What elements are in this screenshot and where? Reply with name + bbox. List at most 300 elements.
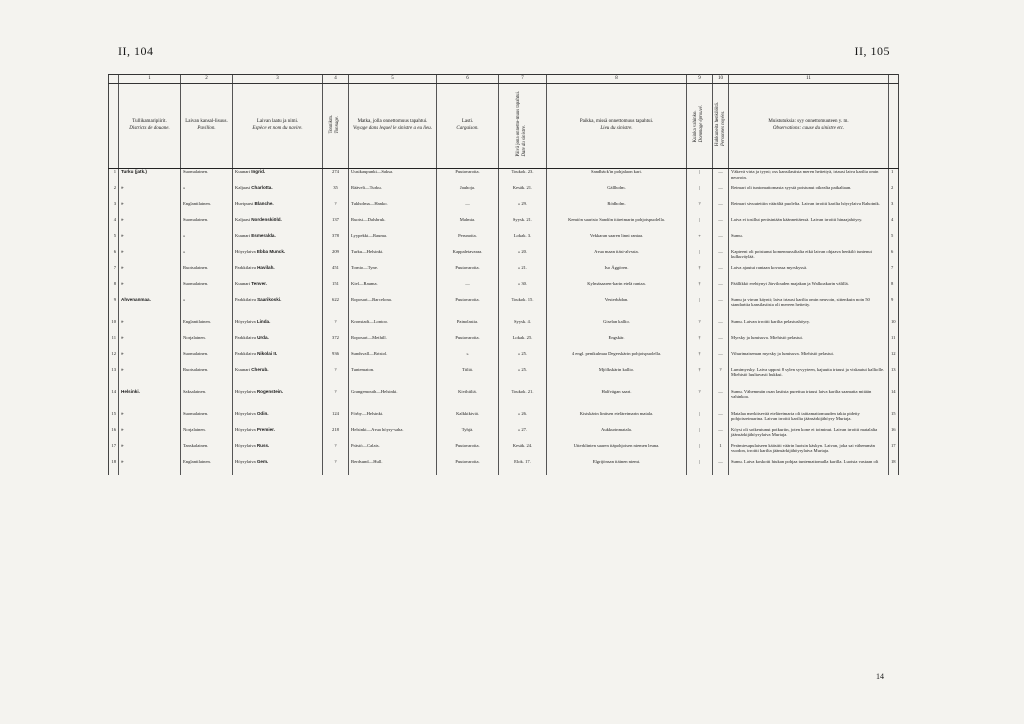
cell-drowned: — (713, 459, 729, 475)
cell-date: Lokak. 3. (499, 233, 547, 249)
row-number: 4 (109, 217, 119, 233)
cell-tonnage: ? (323, 319, 349, 335)
ship-name: Havilah. (257, 264, 275, 270)
cell-district: » (119, 249, 181, 265)
shipwreck-ledger (108, 74, 898, 660)
cell-drowned: — (713, 217, 729, 233)
row-number: 11 (109, 335, 119, 351)
cell-date: Kesäk. 21. (499, 185, 547, 201)
column-number-row (109, 75, 899, 84)
cell-ship (233, 335, 323, 351)
cell-damage: ? (687, 201, 713, 217)
cell-notes: Sumu. Laivan irroitti karilta pelastushöyry. (729, 319, 889, 335)
cell-flag: » (181, 233, 233, 249)
cell-district: » (119, 217, 181, 233)
cell-notes: Matalaa merkitsevää eteläreimaria oli taittamattomuuden takia pidetty pohjoisreimarina. Laivan irroitti karilta jäänsärkijähöyry Murtaja. (729, 411, 889, 427)
table-row (109, 265, 899, 281)
row-number: 14 (109, 389, 119, 405)
cell-cargo: Puutavaroita. (437, 335, 499, 351)
cell-damage: | (687, 459, 713, 475)
header-ship: Laivan laatu ja nimi. Espèce et nom du navire. (233, 84, 323, 169)
cell-drowned: — (713, 281, 729, 297)
ship-type: Huvipursi (235, 200, 255, 206)
table-row (109, 185, 899, 201)
cell-date: Syysk. 4. (499, 319, 547, 335)
cell-drowned: — (713, 389, 729, 405)
row-number-right: 15 (889, 411, 899, 427)
table-row (109, 351, 899, 367)
cell-district: Ahvenanmaa. (119, 297, 181, 313)
cell-place: Aukkurinmatala. (547, 427, 687, 443)
ship-type: Höyrylaiva (235, 248, 257, 254)
cell-cargo: Jauhoja. (437, 185, 499, 201)
cell-ship (233, 411, 323, 427)
cell-damage: | (687, 249, 713, 265)
row-number: 17 (109, 443, 119, 459)
cell-date: Elok. 17. (499, 459, 547, 475)
cell-notes: Sumu. Laiva koskotti hiukan pohjaa tuntemattomalla karilla. Luotsia vastaan oli (729, 459, 889, 475)
table-row (109, 335, 899, 351)
cell-cargo: Perunoita. (437, 233, 499, 249)
cell-ship (233, 459, 323, 475)
ship-type: Parkkilaiva (235, 296, 258, 302)
header-tonnage: Tonnikm. Tonnage. (323, 84, 349, 169)
row-number: 13 (109, 367, 119, 383)
cell-notes: Sumu. (729, 233, 889, 249)
table-row (109, 233, 899, 249)
table-row (109, 281, 899, 297)
row-number: 8 (109, 281, 119, 297)
cell-tonnage: 124 (323, 411, 349, 427)
ledger-body (109, 169, 899, 475)
cell-notes: Laiva ei tosillut peräsintään käännettäessä. Laivan irroitti hinaajahöyry. (729, 217, 889, 233)
cell-damage: † (687, 335, 713, 351)
ship-name: Saarikoski. (257, 296, 282, 302)
cell-date: » 25. (499, 367, 547, 383)
cell-district: » (119, 319, 181, 335)
header-place: Paikka, missä onnettomuus tapahtui. Lieu du sinistre. (547, 84, 687, 169)
row-number-right: 2 (889, 185, 899, 201)
cell-voyage: Räävelі—Turku. (349, 185, 437, 201)
cell-place: Vesterbådan. (547, 297, 687, 313)
cell-flag: Norjalainen. (181, 427, 233, 443)
cell-district: » (119, 367, 181, 383)
page-header (118, 44, 890, 62)
row-number-right: 17 (889, 443, 899, 459)
column-header-row (109, 84, 899, 169)
cell-tonnage: 218 (323, 427, 349, 443)
col-num: 7 (499, 75, 547, 84)
ship-name: Esmeralda. (251, 232, 276, 238)
cell-drowned: 1 (713, 443, 729, 459)
table-row (109, 443, 899, 459)
cell-place: Engskär. (547, 335, 687, 351)
cell-place: Kylmäsaaren-karin etelä rantaa. (547, 281, 687, 297)
cell-cargo: Tiiliä. (437, 367, 499, 383)
ship-name: Linda. (256, 318, 271, 324)
ledger-table (108, 74, 899, 475)
ship-type: Parkkilaiva (235, 334, 258, 340)
cell-tonnage: 936 (323, 351, 349, 367)
cell-tonnage: 274 (323, 169, 349, 185)
cell-place: 4 engl. penikulmaa Degerskärin pohjoispuolella. (547, 351, 687, 367)
cell-notes: Vihurimaiseman myrsky ja lumisuva. Miehistö pelastui. (729, 351, 889, 367)
ship-type: Höyrylaiva (235, 442, 257, 448)
cell-damage: | (687, 217, 713, 233)
cell-ship (233, 169, 323, 185)
cell-ship (233, 389, 323, 405)
table-row (109, 201, 899, 217)
cell-damage: † (687, 281, 713, 297)
cell-district: » (119, 185, 181, 201)
cell-cargo: — (437, 201, 499, 217)
cell-tonnage: 137 (323, 217, 349, 233)
cell-ship (233, 367, 323, 383)
row-number: 7 (109, 265, 119, 281)
cell-voyage: Förby—Helsinki. (349, 411, 437, 427)
ship-name: Nordenskiöld. (251, 216, 282, 222)
cell-drowned: — (713, 185, 729, 201)
table-row (109, 217, 899, 233)
header-voyage: Matka, jolla onnettomuus tapahtui. Voyage dans lequel le sinistre a eu lieu. (349, 84, 437, 169)
cell-place: Vekkaran saaren linnі rantaa. (547, 233, 687, 249)
row-number: 10 (109, 319, 119, 335)
ship-name: Gem. (256, 458, 269, 464)
col-num: 4 (323, 75, 349, 84)
col-num: 8 (547, 75, 687, 84)
table-row (109, 427, 899, 443)
cell-drowned: — (713, 351, 729, 367)
cell-date: Toukok. 23. (499, 169, 547, 185)
ship-type: Parkkilaiva (235, 264, 258, 270)
cell-place: Giselan kallio. (547, 319, 687, 335)
cell-tonnage: 622 (323, 297, 349, 313)
cell-district: » (119, 233, 181, 249)
table-row (109, 297, 899, 313)
cell-cargo: Tyhjä. (437, 427, 499, 443)
cell-district: » (119, 443, 181, 459)
cell-damage: † (687, 367, 713, 383)
cell-cargo: Kalkkikiviä. (437, 411, 499, 427)
cell-ship (233, 427, 323, 443)
cell-drowned: — (713, 297, 729, 313)
row-number: 5 (109, 233, 119, 249)
cell-ship (233, 201, 323, 217)
cell-drowned: — (713, 169, 729, 185)
cell-damage: + (687, 233, 713, 249)
cell-district: » (119, 351, 181, 367)
cell-date: Kesäk. 24. (499, 443, 547, 459)
row-number-right: 16 (889, 427, 899, 443)
col-num: 9 (687, 75, 713, 84)
cell-voyage: Ruotsi—Dalsbruk. (349, 217, 437, 233)
col-num: 1 (119, 75, 181, 84)
row-number-right: 12 (889, 351, 899, 367)
cell-tonnage: ? (323, 201, 349, 217)
cell-flag: Englantilainen. (181, 459, 233, 475)
cell-place: Kemiön saaristo Sandön itäreimarin pohjoispuolella. (547, 217, 687, 233)
cell-voyage: Tornio—Tyne. (349, 265, 437, 281)
ship-type: Höyrylaiva (235, 410, 257, 416)
cell-ship (233, 217, 323, 233)
cell-date: » 20. (499, 249, 547, 265)
cell-tonnage: ? (323, 389, 349, 405)
header-damage: Kuinka vahinko. Dommage éprouvé. (687, 84, 713, 169)
ship-name: Cherub. (251, 366, 269, 372)
row-number: 12 (109, 351, 119, 367)
cell-district: » (119, 411, 181, 427)
cell-district: Helsinki. (119, 389, 181, 405)
cell-voyage: Lyypekki—Rauma. (349, 233, 437, 249)
header-drowned: Hukkuneita henkilöitä. Personnes noyées. (713, 84, 729, 169)
col-num: 6 (437, 75, 499, 84)
cell-notes: Köysi oli sotkeutunut potkuriin, joten kone ei toiminut. Laivan irroitti matalalta jäänsärkijähöyrylaiva Murtaja. (729, 427, 889, 443)
cell-drowned: — (713, 411, 729, 427)
cell-voyage: Uusikaupunki—Saksa. (349, 169, 437, 185)
cell-voyage: Roposari—Barcelona. (349, 297, 437, 313)
row-number-right: 1 (889, 169, 899, 185)
cell-flag: Suomalainen. (181, 217, 233, 233)
cell-damage: | (687, 427, 713, 443)
ship-type: Kuunari (235, 169, 252, 174)
row-number-right: 9 (889, 297, 899, 313)
cell-notes: Laiva ajautui rantaan kovassa myrskyssä. (729, 265, 889, 281)
row-number-right: 8 (889, 281, 899, 297)
col-num: 11 (729, 75, 889, 84)
cell-notes: Reimari oli tuntomattomasta syystä poistunut oikealta paikaltaan. (729, 185, 889, 201)
cell-cargo: Painolastia. (437, 319, 499, 335)
cell-voyage: Sundsvall—Bristol. (349, 351, 437, 367)
cell-cargo: Puutavaroita. (437, 169, 499, 185)
cell-voyage: Kiel—Rauma. (349, 281, 437, 297)
cell-date: » 27. (499, 427, 547, 443)
row-number: 6 (109, 249, 119, 265)
cell-drowned: — (713, 427, 729, 443)
cell-damage: | (687, 443, 713, 459)
cell-tonnage: ? (323, 443, 349, 459)
table-row (109, 411, 899, 427)
cell-drowned: — (713, 201, 729, 217)
cell-date: » 26. (499, 411, 547, 427)
cell-damage: ? (687, 389, 713, 405)
ship-name: Blanche. (254, 200, 274, 206)
cell-flag: » (181, 185, 233, 201)
cell-drowned: — (713, 319, 729, 335)
cell-damage: | (687, 297, 713, 313)
cell-cargo: — (437, 281, 499, 297)
ship-name: Rogenstein. (256, 388, 284, 394)
ship-type: Kuunari (235, 280, 252, 286)
table-row (109, 319, 899, 335)
table-row (109, 367, 899, 383)
cell-notes: Väkevä virta ja tyyni; oss kansilastista meren heitettyä, irtausi laiva karilta omin neuvoin. (729, 169, 889, 185)
cell-place: Mjölkskärin kallio. (547, 367, 687, 383)
row-number-right: 13 (889, 367, 899, 383)
cell-place: Iso Äggören. (547, 265, 687, 281)
cell-place: Gällholm. (547, 185, 687, 201)
header-flag: Laivan kansal-lisuus. Pavillon. (181, 84, 233, 169)
cell-cargo: Puutavaroita. (437, 443, 499, 459)
cell-flag: Ruotsalainen. (181, 367, 233, 383)
cell-notes: Sumu. Vähemmän osan lastista purettua irtausi laiva karilta saamatta mitään vahinkoa. (729, 389, 889, 405)
cell-cargo: Malmia. (437, 217, 499, 233)
ship-name: Ebba Munck. (256, 248, 286, 254)
header-notes: Muistutuksia: syy onnettomuuteen y. m. Observations: cause du sinistre etc. (729, 84, 889, 169)
cell-place: Elgrijönsan itäinen niemi. (547, 459, 687, 475)
cell-district: Turku (jatk.) (119, 169, 181, 185)
cell-voyage: Tuntematon. (349, 367, 437, 383)
ship-name: Premier. (256, 426, 275, 432)
table-row (109, 459, 899, 475)
ship-name: Ingrid. (251, 169, 266, 174)
row-number-right: 11 (889, 335, 899, 351)
row-number: 18 (109, 459, 119, 475)
cell-drowned: — (713, 265, 729, 281)
page-number: 14 (876, 672, 884, 681)
cell-district: » (119, 281, 181, 297)
cell-flag: Ruotsalainen. (181, 265, 233, 281)
ship-name: Urda. (257, 334, 269, 340)
cell-flag: Suomalainen. (181, 411, 233, 427)
cell-place: Rödholm. (547, 201, 687, 217)
cell-notes: Sumu ja virran käynti; laiva irtausi karilta omin neuvoin, sittenkuin noin 50 standarttia kansilastista oli mereen heitetty. (729, 297, 889, 313)
right-page-label: II, 105 (854, 44, 890, 58)
cell-district: » (119, 335, 181, 351)
ship-type: Parkkilaiva (235, 350, 258, 356)
header-cargo: Lasti. Cargaison. (437, 84, 499, 169)
cell-cargo: » (437, 351, 499, 367)
cell-date: Syysk. 21. (499, 217, 547, 233)
table-row (109, 249, 899, 265)
cell-cargo: Kappaletavaraa. (437, 249, 499, 265)
row-number-right: 3 (889, 201, 899, 217)
ship-type: Kaljaasi (235, 216, 252, 222)
cell-flag: Englantilainen. (181, 319, 233, 335)
left-page-label: II, 104 (118, 44, 154, 58)
cell-ship (233, 319, 323, 335)
cell-ship (233, 297, 323, 313)
ship-type: Kaljaasi (235, 184, 252, 190)
cell-flag: Norjalainen. (181, 335, 233, 351)
cell-damage: | (687, 411, 713, 427)
cell-voyage: Helsinki—Aтua höyry-saha. (349, 427, 437, 443)
cell-tonnage: ? (323, 367, 349, 383)
cell-ship (233, 249, 323, 265)
cell-district: » (119, 201, 181, 217)
cell-damage: † (687, 265, 713, 281)
cell-cargo: Puutavaroita. (437, 297, 499, 313)
cell-ship (233, 265, 323, 281)
cell-ship (233, 351, 323, 367)
cell-notes: Kapteeni oli poistunut komennussiltalta eikä laivan ohjaava henkilö tuntenut kulkuväylää. (729, 249, 889, 265)
row-number: 2 (109, 185, 119, 201)
ship-type: Höyrylaiva (235, 388, 257, 394)
ship-name: Tenver. (251, 280, 267, 286)
cell-flag: » (181, 249, 233, 265)
cell-tonnage: 209 (323, 249, 349, 265)
ship-name: Russ. (256, 442, 270, 448)
cell-tonnage: 372 (323, 335, 349, 351)
cell-tonnage: 151 (323, 281, 349, 297)
ship-type: Kuunari (235, 232, 252, 238)
cell-flag: » (181, 297, 233, 313)
row-number: 9 (109, 297, 119, 313)
cell-notes: Lumimyrsky. Laiva upposi 8 sylen syvyyteen, kajuutta irtausi ja viskautui kalliolle. Miehistö luultavasti hukkui. (729, 367, 889, 383)
cell-flag: Suomalainen. (181, 169, 233, 185)
cell-date: Lokak. 25. (499, 335, 547, 351)
ship-type: Höyrylaiva (235, 458, 257, 464)
header-date: Päivä jona onnetto-muus tapahtui. Date du sinistre. (499, 84, 547, 169)
cell-notes: Myrsky ja lumisuva. Miehistö pelastui. (729, 335, 889, 351)
cell-date: » 30. (499, 281, 547, 297)
cell-drowned: — (713, 335, 729, 351)
cell-voyage: Berdsund—Hull. (349, 459, 437, 475)
cell-notes: Päällikkö erehtynyt Järvilouden majakan ja Walkoakarin välillä. (729, 281, 889, 297)
ship-name: Odin. (256, 410, 269, 416)
cell-flag: Englantilainen. (181, 201, 233, 217)
row-number: 16 (109, 427, 119, 443)
row-number: 1 (109, 169, 119, 185)
cell-cargo: Puutavaroita. (437, 459, 499, 475)
cell-drowned: — (713, 249, 729, 265)
cell-tonnage: ? (323, 459, 349, 475)
cell-place: Halfvägan saari. (547, 389, 687, 405)
row-number: 3 (109, 201, 119, 217)
row-number-right: 4 (889, 217, 899, 233)
cell-district: » (119, 265, 181, 281)
cell-date: Toukok. 15. (499, 297, 547, 313)
ship-type: Höyrylaiva (235, 426, 257, 432)
ship-type: Höyrylaiva (235, 318, 257, 324)
cell-voyage: Turku—Helsinki. (349, 249, 437, 265)
cell-date: Toukok. 21. (499, 389, 547, 405)
col-num: 3 (233, 75, 323, 84)
cell-damage: | (687, 169, 713, 185)
cell-flag: Suomalainen. (181, 351, 233, 367)
cell-voyage: Roposari—Methill. (349, 335, 437, 351)
cell-notes: Perämiesapulaiseen kääsitti väärin luotsin käskyn. Laivan, joka sai vähemmän vuodon, irroitti karilta jäänsärkijähöyrylaiva Murtaja. (729, 443, 889, 459)
cell-place: Kistskärin linttsen eteläreimarin matala. (547, 411, 687, 427)
cell-district: » (119, 459, 181, 475)
cell-notes: Reimari sivuutettiin väärältä puolelta. Laivan irroitti karilta höyrylaiva Rahotnik. (729, 201, 889, 217)
ship-type: Kuunari (235, 366, 252, 372)
cell-flag: Tanskalainen. (181, 443, 233, 459)
cell-place: Aтua mаan itäsі-alvssta. (547, 249, 687, 265)
cell-ship (233, 185, 323, 201)
cell-damage: † (687, 351, 713, 367)
cell-ship (233, 443, 323, 459)
cell-cargo: Puutavaroita. (437, 265, 499, 281)
cell-damage: | (687, 185, 713, 201)
table-row (109, 169, 899, 185)
cell-tonnage: 35 (323, 185, 349, 201)
cell-voyage: Grangemouth—Helsinki. (349, 389, 437, 405)
ship-name: Nikolai II. (257, 350, 278, 356)
cell-date: » 29. (499, 201, 547, 217)
row-number-right: 10 (889, 319, 899, 335)
row-number-right: 7 (889, 265, 899, 281)
cell-ship (233, 281, 323, 297)
cell-district: » (119, 427, 181, 443)
cell-voyage: Prästö—Calais. (349, 443, 437, 459)
row-number-right: 14 (889, 389, 899, 405)
cell-drowned: ? (713, 367, 729, 383)
cell-tonnage: 451 (323, 265, 349, 281)
cell-flag: Suomalainen. (181, 281, 233, 297)
cell-drowned: — (713, 233, 729, 249)
cell-flag: Saksalainen. (181, 389, 233, 405)
row-number: 15 (109, 411, 119, 427)
